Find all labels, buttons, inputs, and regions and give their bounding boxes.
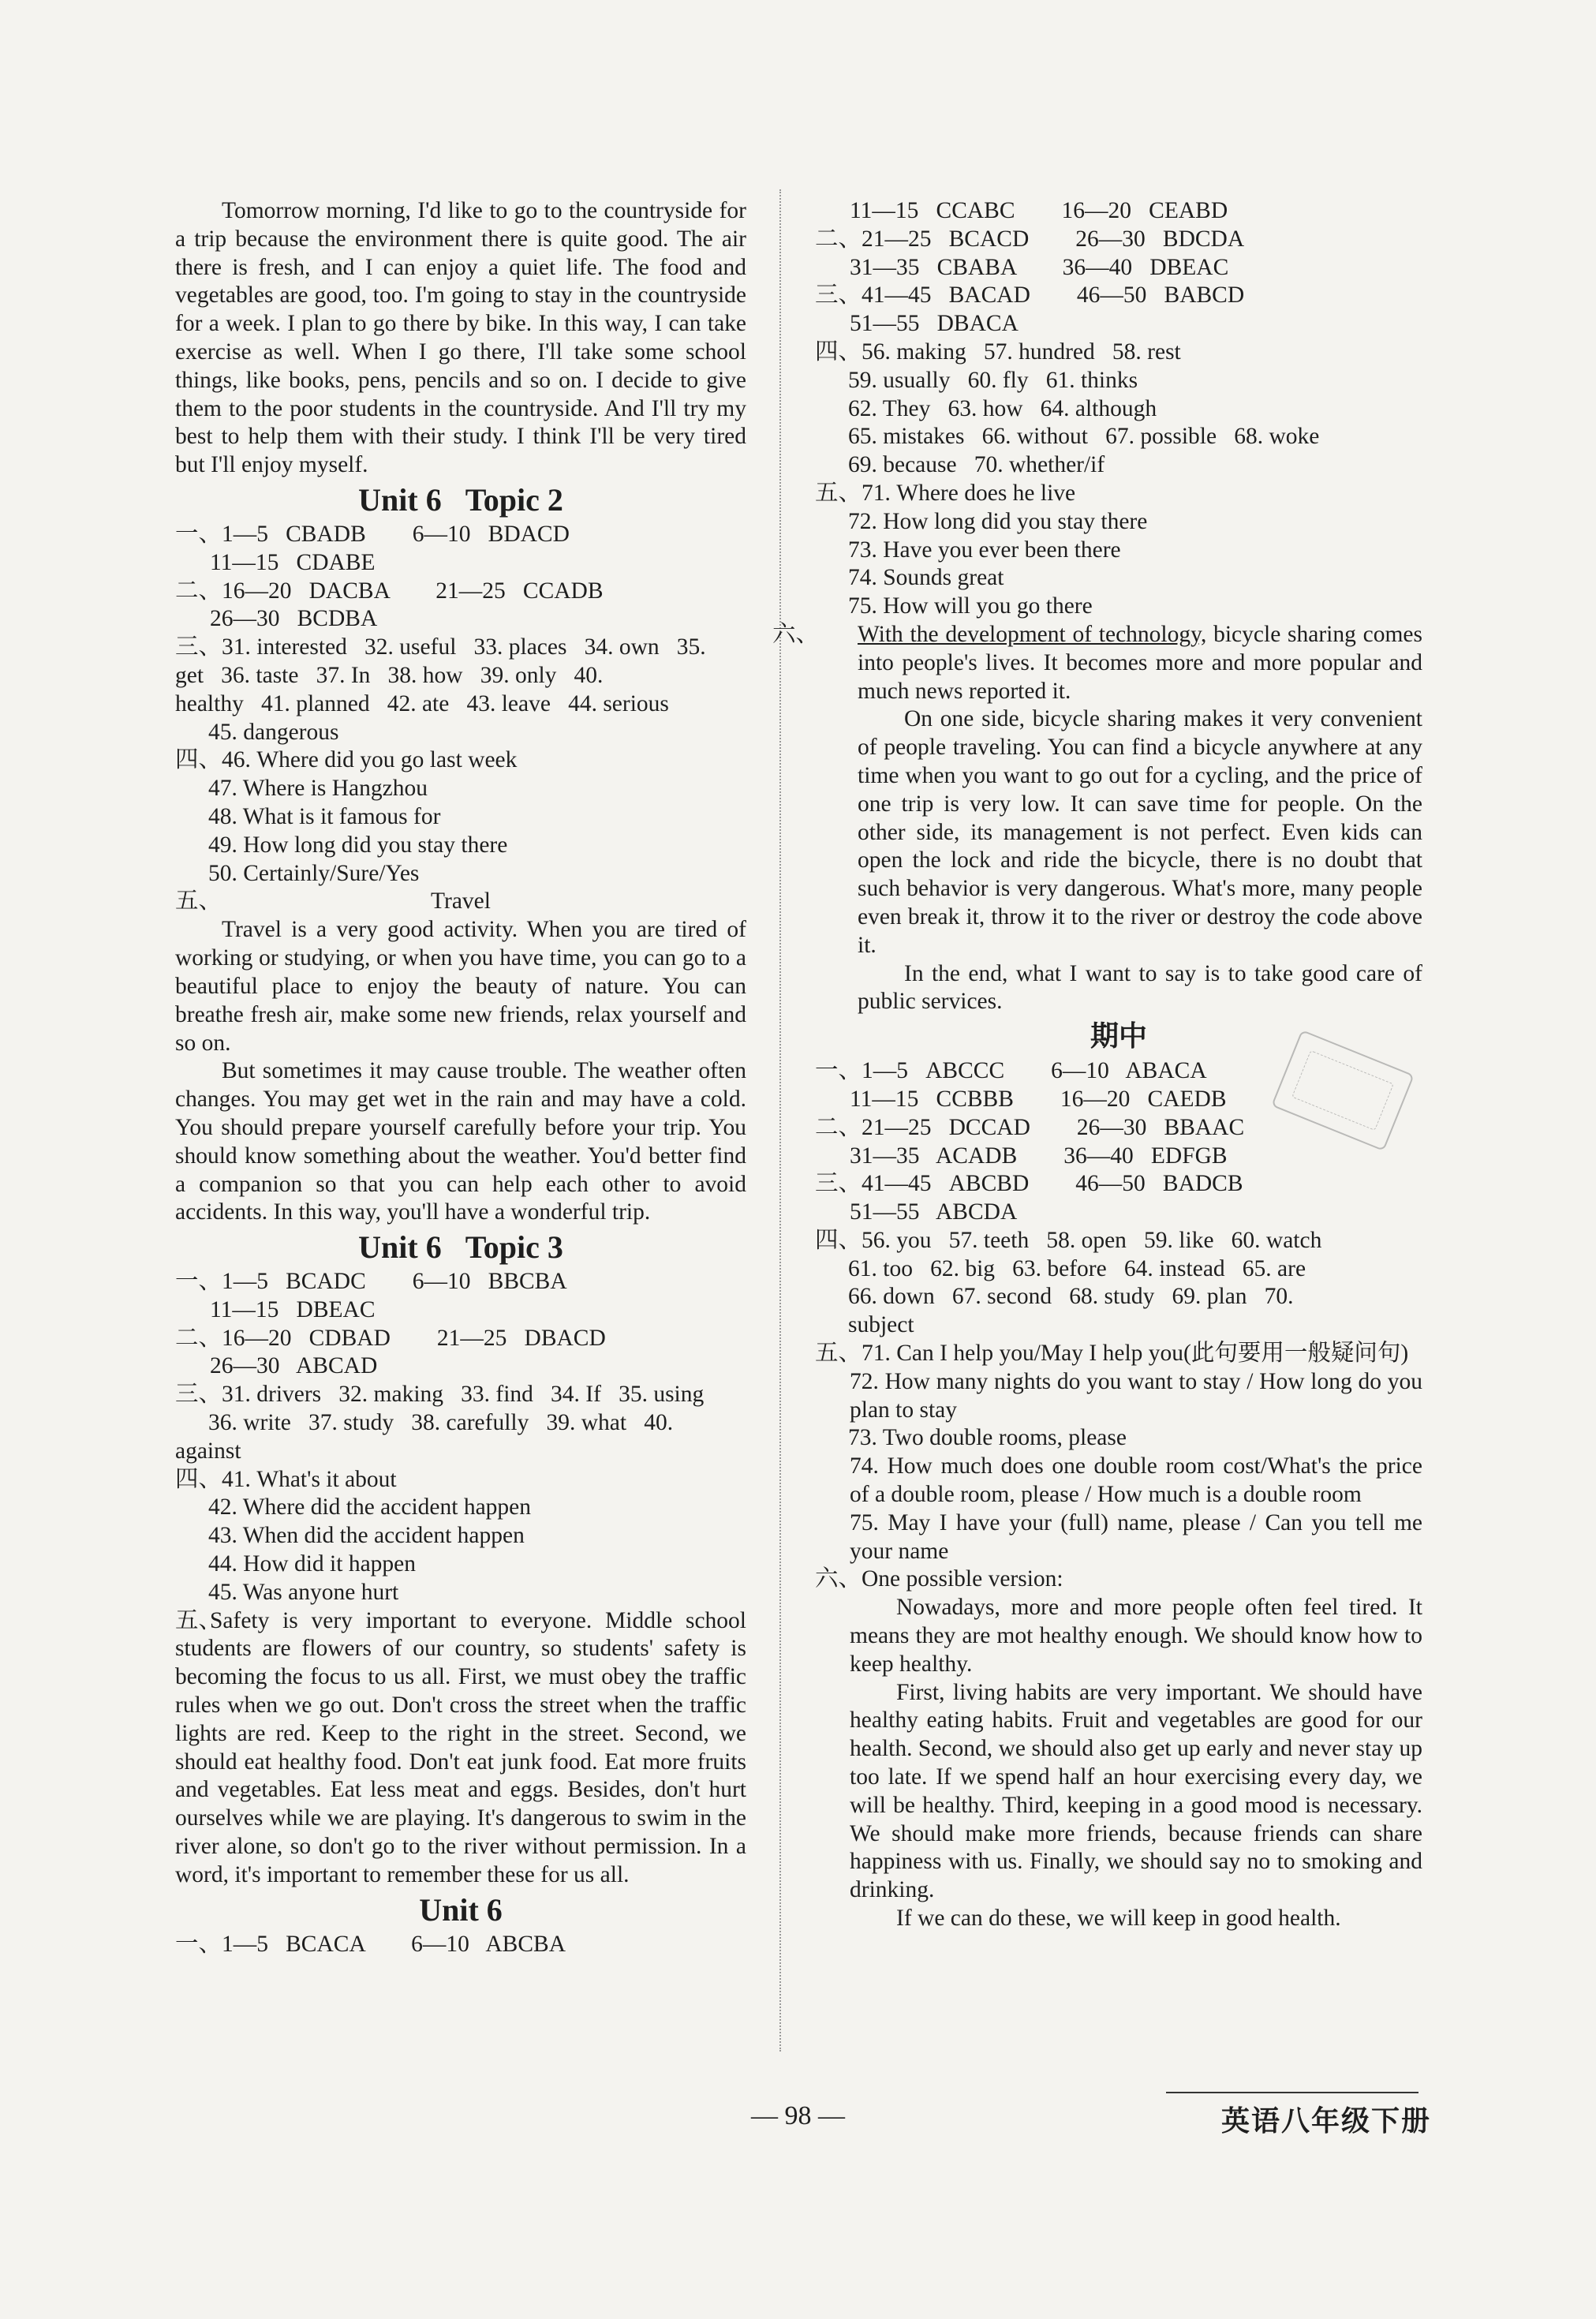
answer-line: 二、16—20 CDBAD 21—25 DBACD xyxy=(175,1325,606,1351)
answer-line: 51—55 DBACA xyxy=(850,311,1019,337)
answer-line: healthy 41. planned 42. ate 43. leave 44. serious xyxy=(175,690,669,716)
essay-paragraph: If we can do these, we will keep in good health. xyxy=(896,1906,1341,1932)
underlined-sentence: With the development of technology, xyxy=(858,621,1207,647)
answer-line: 三、31. interested 32. useful 33. places 34. own 35. xyxy=(175,634,706,660)
answer-line: 72. How long did you stay there xyxy=(848,508,1148,534)
answer-line: 47. Where is Hangzhou xyxy=(208,776,428,802)
answer-line: 三、31. drivers 32. making 33. find 34. If 35. using xyxy=(175,1382,705,1408)
answer-line: 一、1—5 CBADB 6—10 BDACD xyxy=(175,521,570,547)
answer-line: 四、41. What's it about xyxy=(175,1466,397,1492)
answer-line: 26—30 BCDBA xyxy=(210,606,378,632)
answer-line: 一、1—5 BCACA 6—10 ABCBA xyxy=(175,1931,566,1957)
answer-line: 11—15 DBEAC xyxy=(210,1296,376,1322)
answer-line: 75. How will you go there xyxy=(848,593,1093,619)
answer-line: 45. Was anyone hurt xyxy=(208,1579,399,1605)
left-column xyxy=(175,197,746,1958)
heading-unit: Unit 6 xyxy=(419,1891,503,1928)
answer-line: 43. When did the accident happen xyxy=(208,1523,525,1549)
answer-line: 74. How much does one double room cost/What's the price of a double room, please / How much is a double room xyxy=(850,1453,1422,1508)
answer-line: 62. They 63. how 64. although xyxy=(848,395,1157,421)
essay-paragraph: First, living habits are very important. We should have healthy eating habits. Fruit and vegetables are good for our health. Second, we should also get up early and never stay up too late. If we spend half an hour exercising every day, we will be healthy. Third, keeping in a good mood is necessary. We should make more friends, because friends can share happiness with us. Finally, we should say no to smoking and drinking. xyxy=(850,1679,1422,1903)
answer-line: 四、56. making 57. hundred 58. rest xyxy=(815,338,1181,365)
answer-line: 五、71. Where does he live xyxy=(815,480,1076,506)
section-heading-unit6-topic2 xyxy=(175,481,746,519)
answer-line: 73. Two double rooms, please xyxy=(848,1425,1127,1451)
answer-line: 73. Have you ever been there xyxy=(848,537,1121,563)
answer-line: 72. How many nights do you want to stay / How long do you plan to stay xyxy=(850,1368,1422,1423)
heading-topic: Topic 3 xyxy=(465,1229,563,1266)
writing-title-row xyxy=(175,888,746,916)
answer-line: 11—15 CDABE xyxy=(210,549,376,575)
answer-line: 26—30 ABCAD xyxy=(210,1353,378,1379)
answer-line: 49. How long did you stay there xyxy=(208,832,508,858)
column-divider xyxy=(779,189,781,2052)
answer-line: 四、46. Where did you go last week xyxy=(175,747,518,773)
essay-paragraph: In the end, what I want to say is to take good care of public services. xyxy=(858,960,1422,1015)
answer-line: 48. What is it famous for xyxy=(208,803,441,829)
answer-line: 三、41—45 ABCBD 46—50 BADCB xyxy=(815,1171,1243,1197)
heading-midterm: 期中 xyxy=(1090,1020,1147,1053)
answer-line: 五、71. Can I help you/May I help you(此句要用一般疑问句) xyxy=(815,1341,1409,1367)
essay-text: Safety is very important to everyone. Middle school students are flowers of our country, so students' safety is becoming the focus to us all. First, we must obey the traffic rules when we go out. Don't cross the street when the traffic lights are red. Keep to the right in the street. Second, we should eat healthy food. Don't eat junk food. Eat more fruits and vegetables. Eat less meat and eggs. Besides, don't hurt ourselves while we are playing. It's dangerous to swim in the river alone, so don't go to the river without permission. In a word, it's important to remember these for us all. xyxy=(175,1607,746,1887)
footer-rule xyxy=(1166,2092,1418,2093)
answer-line: 一、1—5 BCADC 6—10 BBCBA xyxy=(175,1269,567,1295)
page-number: — 98 — xyxy=(751,2101,845,2130)
essay-paragraph: Travel is a very good activity. When you are tired of working or studying, or when you have time, you can go to a beautiful place to enjoy the beauty of nature. You can breathe fresh air, make some new friends, relax yourself and so on. xyxy=(175,917,746,1056)
answer-line: 61. too 62. big 63. before 64. instead 65. are xyxy=(848,1255,1306,1281)
heading-unit: Unit 6 xyxy=(358,481,442,518)
answer-line: against xyxy=(175,1438,241,1464)
answer-line: 66. down 67. second 68. study 69. plan 70. xyxy=(848,1284,1294,1310)
essay-paragraph: Tomorrow morning, I'd like to go to the countryside for a trip because the environment there is quite good. The air there is fresh, and I can enjoy a quiet life. The food and vegetables are good, too. I'm going to stay in the countryside for a week. I plan to go there by bike. In this way, I can take exercise as well. When I go there, I'll take some school things, like books, pens, pencils and so on. I decide to give them to the poor students in the countryside. And I'll try my best to help them with their study. I think I'll be very tired but I'll enjoy myself. xyxy=(175,198,746,478)
answer-line: 45. dangerous xyxy=(208,719,339,745)
answer-line: 二、21—25 DCCAD 26—30 BBAAC xyxy=(815,1114,1245,1140)
section-marker: 五、 xyxy=(175,888,222,915)
answer-line: 二、16—20 DACBA 21—25 CCADB xyxy=(175,578,604,604)
answer-line: 31—35 ACADB 36—40 EDFGB xyxy=(850,1143,1228,1169)
essay-title: Travel xyxy=(431,888,491,915)
answer-line: 51—55 ABCDA xyxy=(850,1199,1018,1225)
answer-line: 三、41—45 BACAD 46—50 BABCD xyxy=(815,282,1245,309)
section-marker: 五、 xyxy=(175,1607,222,1633)
essay-paragraph xyxy=(175,1607,746,1890)
answer-line: 69. because 70. whether/if xyxy=(848,452,1105,478)
answer-line: subject xyxy=(848,1312,914,1338)
answer-line: 11—15 CCABC 16—20 CEABD xyxy=(850,198,1228,223)
answer-line: 50. Certainly/Sure/Yes xyxy=(208,860,420,886)
section-heading-unit6 xyxy=(175,1891,746,1929)
essay-text: bicycle sharing comes into people's lives. It becomes more and more popular and much news reported it. xyxy=(858,621,1422,704)
answer-line: 59. usually 60. fly 61. thinks xyxy=(848,367,1138,393)
essay-paragraph: On one side, bicycle sharing makes it very convenient of people traveling. You can find a bicycle anywhere at any time when you want to go out for a cycling, and the price of one trip is very low. It can save time for people. On the other side, its management is not perfect. Even kids can open the lock and ride the bicycle, there is no doubt that such behavior is very dangerous. What's more, many people even break it, throw it to the river or destroy the code above it. xyxy=(858,706,1422,958)
essay-paragraph: Nowadays, more and more people often feel tired. It means they are mot healthy enough. We should know how to keep healthy. xyxy=(850,1595,1422,1677)
heading-unit: Unit 6 xyxy=(358,1229,442,1266)
essay-paragraph xyxy=(772,621,1422,705)
answer-line: 44. How did it happen xyxy=(208,1551,417,1577)
essay-paragraph: But sometimes it may cause trouble. The weather often changes. You may get wet in the rain and may have a cold. You should prepare yourself carefully before your trip. You should know something about the weather. You'd better find a companion so that you can help each other to avoid accidents. In this way, you'll have a wonderful trip. xyxy=(175,1058,746,1225)
answer-line: 74. Sounds great xyxy=(848,565,1004,591)
answer-line: 四、56. you 57. teeth 58. open 59. like 60. watch xyxy=(815,1227,1322,1253)
section-marker: 六、 xyxy=(772,621,820,647)
answer-line: 31—35 CBABA 36—40 DBEAC xyxy=(850,254,1229,280)
book-title: 英语八年级下册 xyxy=(1221,2105,1432,2138)
answer-line: 11—15 CCBBB 16—20 CAEDB xyxy=(850,1086,1227,1112)
answer-line: 二、21—25 BCACD 26—30 BDCDA xyxy=(815,226,1245,252)
answer-line: 65. mistakes 66. without 67. possible 68. woke xyxy=(848,424,1320,450)
answer-line: 75. May I have your (full) name, please / Can you tell me your name xyxy=(850,1509,1422,1564)
section-heading-unit6-topic3 xyxy=(175,1229,746,1266)
answer-line: 六、One possible version: xyxy=(815,1566,1063,1592)
answer-line: 一、1—5 ABCCC 6—10 ABACA xyxy=(815,1058,1207,1084)
answer-line: 36. write 37. study 38. carefully 39. what 40. xyxy=(208,1410,674,1436)
heading-topic: Topic 2 xyxy=(465,481,563,518)
answer-line: get 36. taste 37. In 38. how 39. only 40. xyxy=(175,662,604,688)
answer-line: 42. Where did the accident happen xyxy=(208,1494,532,1520)
